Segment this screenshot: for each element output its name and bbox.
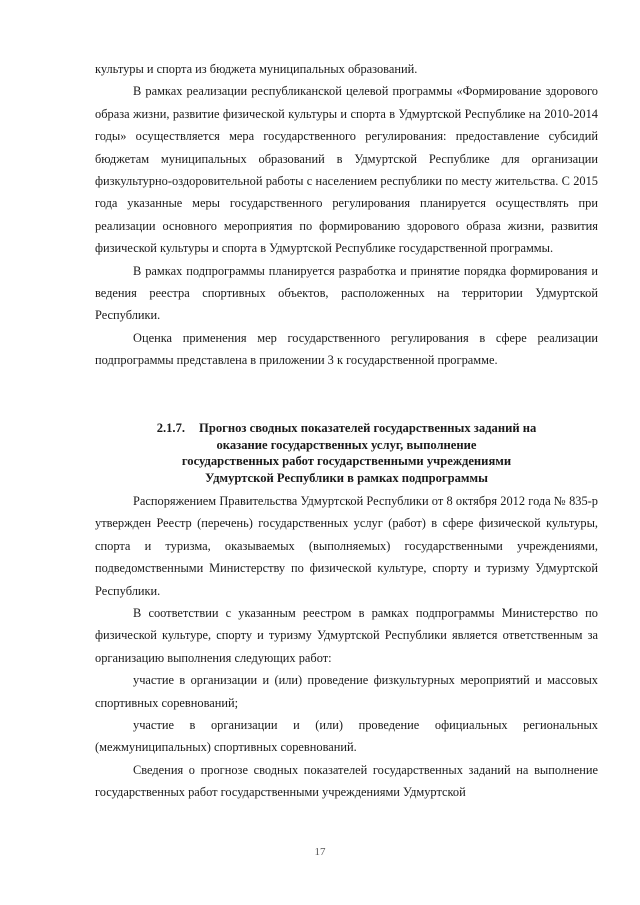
paragraph-forecast: Сведения о прогнозе сводных показателей государственных заданий на выполнение государственных работ государственными учреждениями Удмуртской <box>95 762 598 800</box>
paragraph-decree: Распоряжением Правительства Удмуртской Республики от 8 октября 2012 года № 835-р утвержден Реестр (перечень) государственных услуг (работ) в сфере физической культуры, спорта и туризма, оказываемых (выполняемых) государственными учреждениями, подведомственными Министерству по физической культуре, спорту и туризму Удмуртской Республики. <box>95 494 598 598</box>
body-text-top <box>95 58 598 372</box>
list-item-mass-events: участие в организации и (или) проведение физкультурных мероприятий и массовых спортивных соревнований; <box>95 673 598 710</box>
body-text-bottom <box>95 490 598 804</box>
section-heading-line-1 <box>95 420 598 437</box>
paragraph-registry-plan: В рамках подпрограммы планируется разработка и принятие порядка формирования и ведения реестра спортивных объектов, расположенных на территории Удмуртской Республики. <box>95 263 598 323</box>
section-title-line-2: оказание государственных услуг, выполнение <box>216 437 477 452</box>
page-number: 17 <box>314 846 326 858</box>
section-title-line-3: государственных работ государственными учреждениями <box>181 454 512 469</box>
section-heading <box>95 420 598 486</box>
section-number: 2.1.7. <box>156 421 186 435</box>
list-item-regional-competitions: участие в организации и (или) проведение официальных региональных (межмуниципальных) спортивных соревнований. <box>95 718 598 755</box>
section-title-line-1: Прогноз сводных показателей государственных заданий на <box>199 421 537 435</box>
section-title-line-4: Удмуртской Республики в рамках подпрограммы <box>205 470 488 485</box>
paragraph-target-program: В рамках реализации республиканской целевой программы «Формирование здорового образа жизни, развитие физической культуры и спорта в Удмуртской Республике на 2010-2014 годы» осуществляется мера государственного регулирования: предоставление субсидий бюджетам муниципальных образований в Удмуртской Республике для организации физкультурно-оздоровительной работы с населением республики по месту жительства. С 2015 года указанные меры государственного регулирования планируется осуществлять при реализации основного мероприятия по формированию здорового образа жизни, развития физической культуры и спорта в Удмуртской Республике государственной программы. <box>95 84 598 256</box>
paragraph-assessment: Оценка применения мер государственного регулирования в сфере реализации подпрограммы представлена в приложении 3 к государственной программе. <box>95 330 598 368</box>
paragraph-continuation: культуры и спорта из бюджета муниципальных образований. <box>95 62 418 76</box>
paragraph-responsibility: В соответствии с указанным реестром в рамках подпрограммы Министерство по физической культуре, спорту и туризму Удмуртской Республики является ответственным за организацию выполнения следующих работ: <box>95 606 598 665</box>
